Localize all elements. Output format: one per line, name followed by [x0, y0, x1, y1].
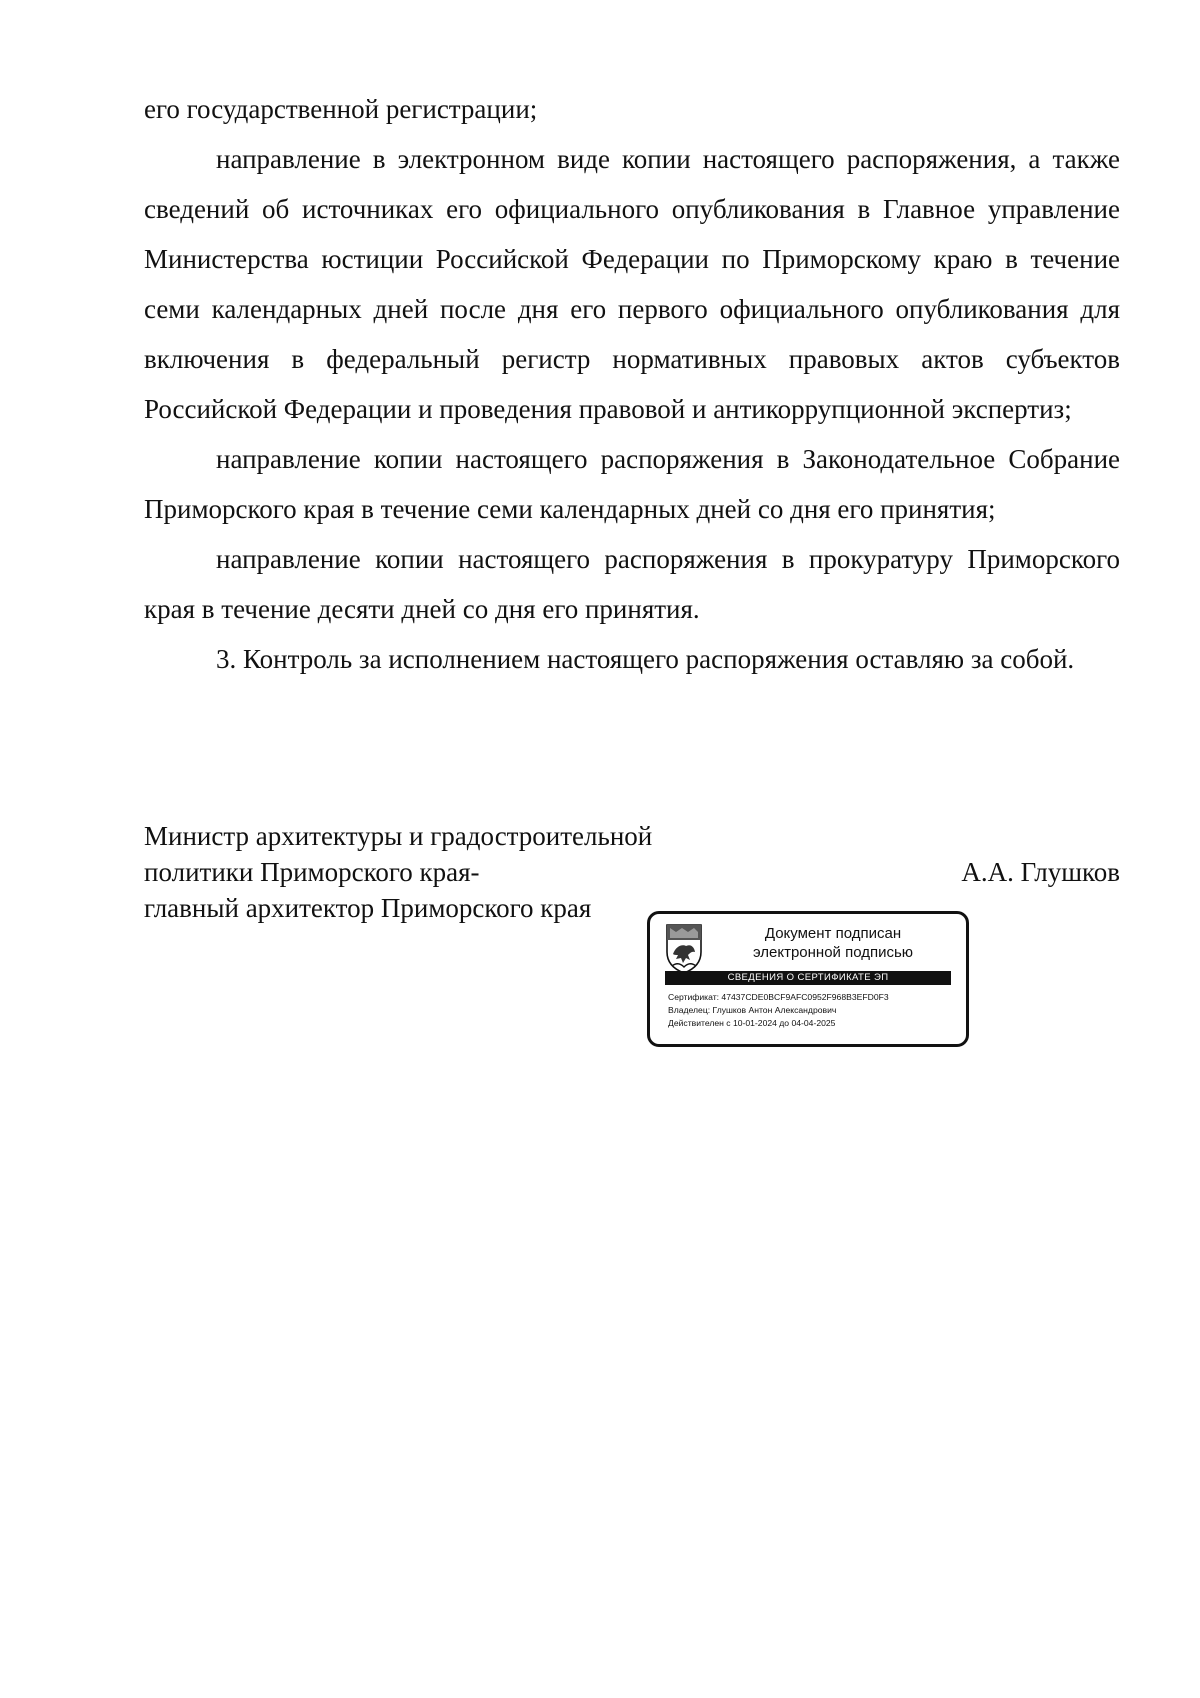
certificate-info-bar: СВЕДЕНИЯ О СЕРТИФИКАТЕ ЭП — [665, 971, 951, 985]
stamp-heading-line-1: Документ подписан — [764, 925, 902, 942]
certificate-details — [668, 991, 956, 1030]
document-body — [144, 84, 1120, 684]
signer-title — [144, 818, 704, 926]
signer-title-line: Министр архитектуры и градостроительной — [144, 821, 653, 851]
signer-title-line: политики Приморского края- — [144, 857, 480, 887]
paragraph-registration-end: его государственной регистрации; — [144, 94, 538, 124]
stamp-heading-line-2: электронной подписью — [752, 944, 914, 961]
signer-name: А.А. Глушков — [961, 857, 1120, 887]
signer-title-line: главный архитектор Приморского края — [144, 893, 592, 923]
electronic-signature-stamp — [647, 911, 969, 1047]
certificate-number: Сертификат: 47437CDE0BCF9AFC0952F968B3EFD0F3 — [668, 992, 889, 1002]
signature-block — [144, 818, 1120, 926]
paragraph-legislative-assembly: направление копии настоящего распоряжения в Законодательное Собрание Приморского края в течение семи календарных дней со дня его принятия; — [144, 444, 1120, 524]
certificate-validity: Действителен с 10-01-2024 до 04-04-2025 — [668, 1018, 836, 1028]
certificate-owner: Владелец: Глушков Антон Александрович — [668, 1005, 837, 1015]
paragraph-prosecutor: направление копии настоящего распоряжения в прокуратуру Приморского края в течение десяти дней со дня его принятия. — [144, 544, 1120, 624]
coat-of-arms-icon — [664, 922, 704, 974]
paragraph-control: 3. Контроль за исполнением настоящего распоряжения оставляю за собой. — [216, 644, 1075, 674]
stamp-heading — [708, 924, 958, 962]
paragraph-justice-ministry: направление в электронном виде копии настоящего распоряжения, а также сведений об источниках его официального опубликования в Главное управление Министерства юстиции Российской Федерации по Приморскому краю в течение семи календарных дней после дня его первого официального опубликования для включения в федеральный регистр нормативных правовых актов субъектов Российской Федерации и проведения правовой и антикоррупционной экспертиз; — [144, 144, 1120, 424]
